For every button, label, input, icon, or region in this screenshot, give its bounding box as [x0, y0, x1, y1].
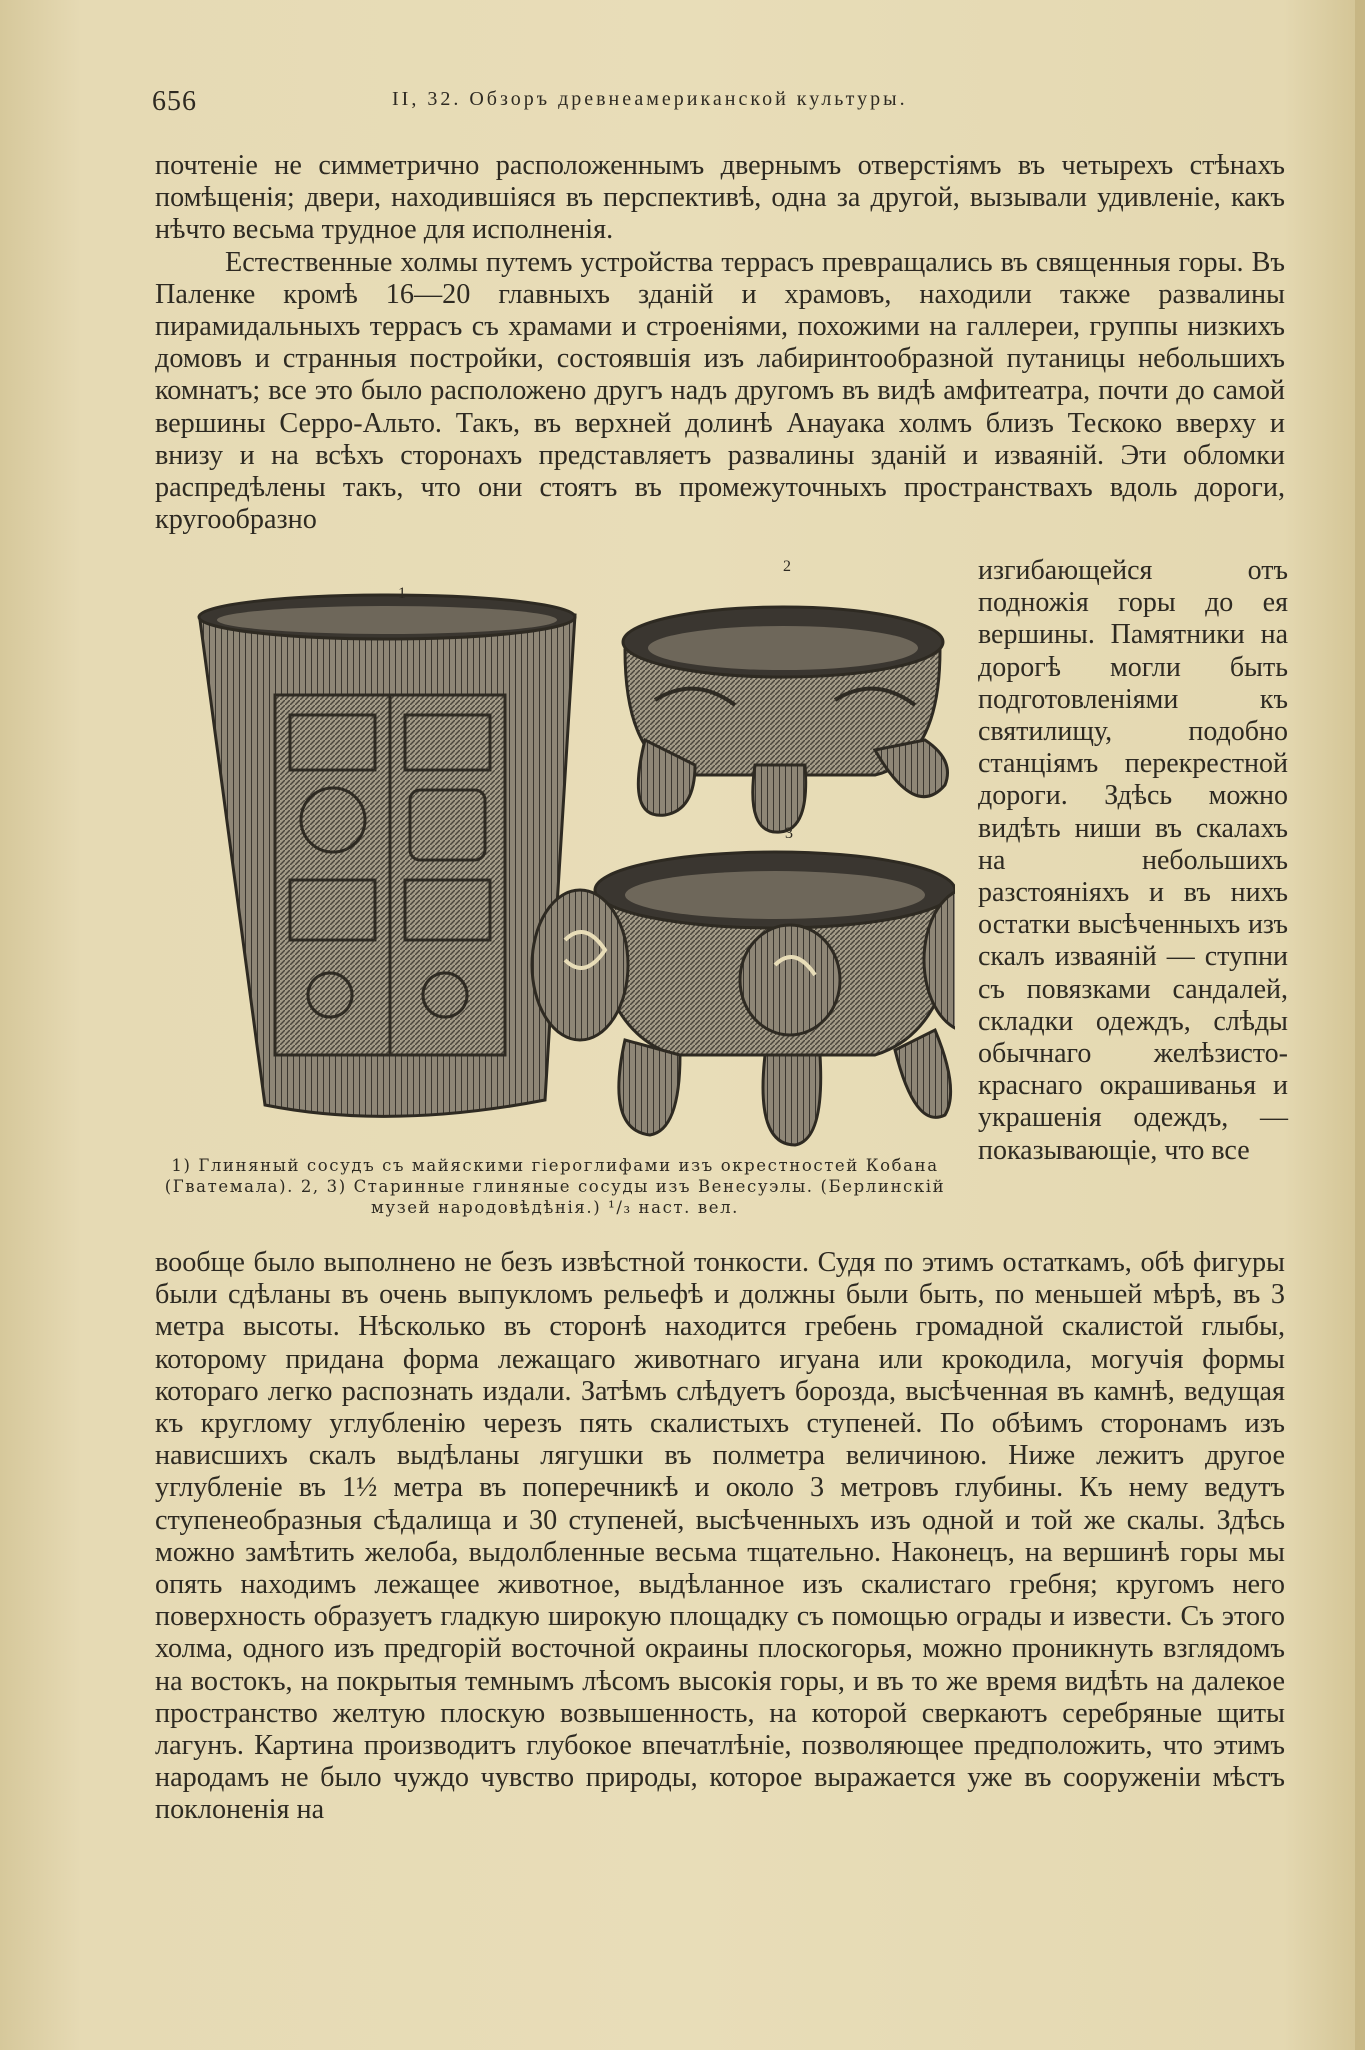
page-edge — [1355, 0, 1365, 2050]
tripod-bowl-vessel — [623, 607, 948, 832]
beaker-vessel — [199, 595, 575, 1116]
page-number: 656 — [152, 86, 197, 117]
figure-caption: 1) Глиняный сосудъ съ майяскими гіероглифами изъ окрестностей Кобана (Гватемала). 2, 3) Старинные глиняные сосуды изъ Венесуэлы. (Берлинскій музей народовѣдѣнія.) ¹/₃ наст. вел. — [164, 1156, 946, 1217]
page-header — [152, 82, 1292, 122]
bottom-text-block: вообще было выполнено не безъ извѣстной тонкости. Судя по этимъ остаткамъ, обѣ фигуры были сдѣланы въ очень выпукломъ рельефѣ и должны были быть, по меньшей мѣрѣ, въ 3 метра высоты. Нѣсколько въ сторонѣ находится гребень громадной скалистой глыбы, которому придана форма лежащаго животнаго игуана или крокодила, могучія формы котораго легко распознать издали. Затѣмъ слѣдуетъ борозда, высѣченная въ камнѣ, ведущая къ круглому углубленію черезъ пять скалистыхъ ступеней. По обѣимъ сторонамъ изъ нависшихъ скалъ выдѣланы лягушки въ полметра величиною. Ниже лежитъ другое углубленіе въ 1½ метра въ поперечникѣ и около 3 метровъ глубины. Къ нему ведутъ ступенеобразныя сѣдалища и 30 ступеней, высѣченныхъ изъ одной и той же скалы. Здѣсь можно замѣтить желоба, выдолбленные весьма тщательно. Наконецъ, на вершинѣ горы мы опять находимъ лежащее животное, выдѣланное изъ скалистаго гребня; кругомъ него поверхность образуетъ гладкую широкую площадку съ помощью ограды и извести. Съ этого холма, одного изъ предгорій восточной окраины плоскогорья, можно проникнуть взглядомъ на востокъ, на покрытыя темнымъ лѣсомъ высокія горы, и въ то же время видѣть на далекое пространство желтую плоскую возвышенность, на которой сверкаютъ серебряные щиты лагунъ. Картина производитъ глубокое впечатлѣніе, позволяющее предположить, что этимъ народамъ не было чуждо чувство природы, которое выражается уже въ сооруженіи мѣстъ поклоненія на — [155, 1247, 1285, 1826]
paragraph-2: Естественные холмы путемъ устройства террасъ превращались въ священныя горы. Въ Паленке кромѣ 16—20 главныхъ зданій и храмовъ, находили также развалины пирамидальныхъ террасъ съ храмами и строеніями, похожими на галлереи, группы низкихъ домовъ и странныя постройки, состоявшія изъ лабиринтообразной путаницы небольшихъ комнатъ; все это было расположено другъ надъ другомъ въ видѣ амфитеатра, почти до самой вершины Серро-Альто. Такъ, въ верхней долинѣ Анауака холмъ близъ Тескоко вверху и внизу и на всѣхъ сторонахъ представляетъ развалины зданій и изваяній. Эти обломки распредѣлены такъ, что они стоятъ въ промежуточныхъ пространствахъ вдоль дороги, кругообразно — [155, 246, 1285, 536]
engraving-image — [155, 560, 955, 1160]
figure-label-3: 3 — [785, 825, 793, 842]
vessels-illustration — [155, 560, 955, 1220]
side-text-column: изгибающейся отъ подножія горы до ея вершины. Памятники на дорогѣ могли быть подготовленіями къ святилищу, подобно станціямъ перекрестной дороги. Здѣсь можно видѣть ниши въ скалахъ на небольшихъ разстояніяхъ и въ нихъ остатки высѣченныхъ изъ скалъ изваяній — ступни съ повязками сандалей, складки одеждъ, слѣды обычнаго желѣзисто-краснаго окрашиванья и украшенія одеждъ, — показывающіе, что все — [978, 555, 1288, 1166]
top-text-block — [155, 150, 1285, 536]
paragraph-1: почтеніе не симметрично расположеннымъ двернымъ отверстіямъ въ четырехъ стѣнахъ помѣщенія; двери, находившіяся въ перспективѣ, одна за другой, вызывали удивленіе, какъ нѣчто весьма трудное для исполненія. — [155, 150, 1285, 246]
running-head: II, 32. Обзоръ древнеамериканской культуры. — [392, 88, 908, 110]
figure-label-2: 2 — [783, 558, 791, 575]
lugged-bowl-vessel — [532, 852, 955, 1145]
figure-label-1: 1 — [398, 585, 406, 602]
